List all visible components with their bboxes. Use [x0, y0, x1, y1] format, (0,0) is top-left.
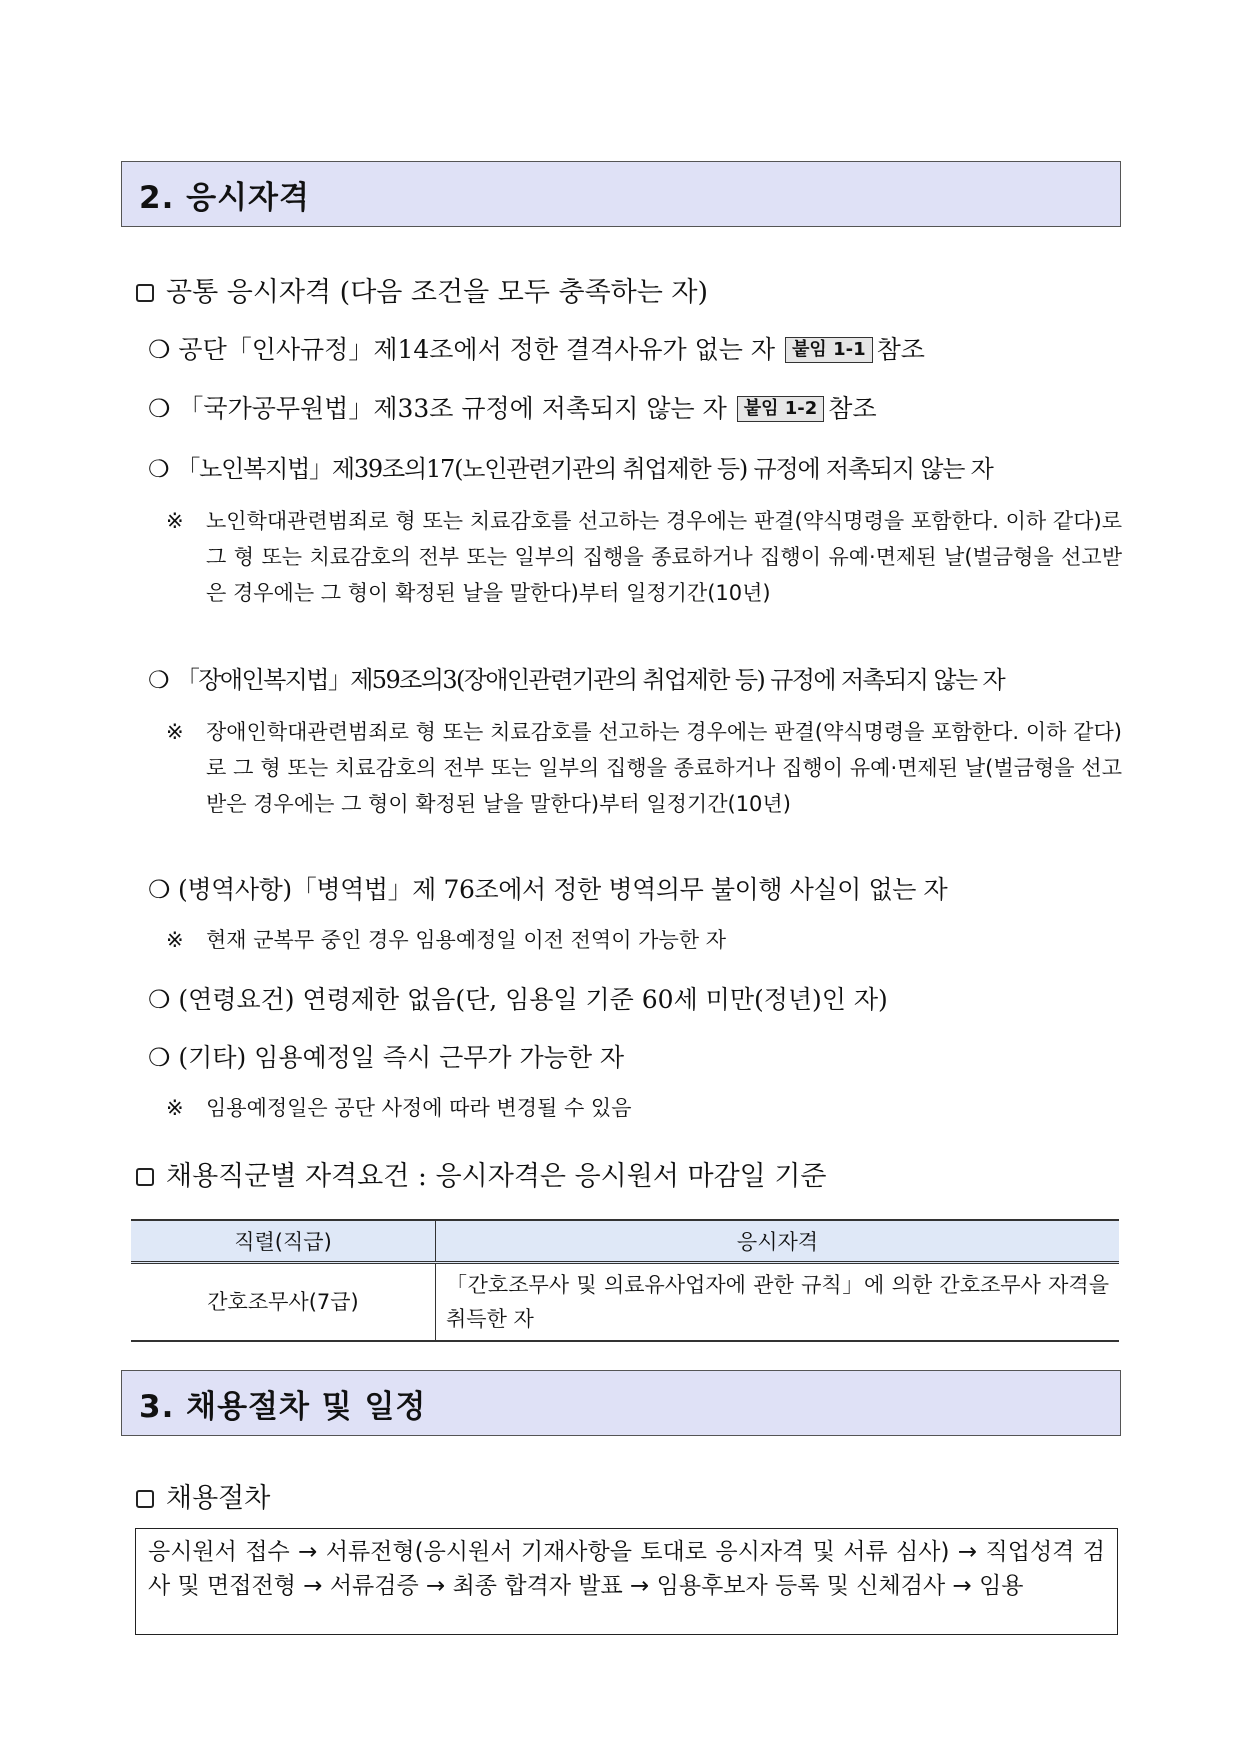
column-header-qualification: 응시자격 [436, 1220, 1120, 1263]
qualification-item: ❍ 「노인복지법」제39조의17(노인관련기관의 취업제한 등) 규정에 저촉되지 않는 자 [148, 455, 993, 483]
position-qualifications-heading: 채용직군별 자격요건 : 응시자격은 응시원서 마감일 기준 [136, 1154, 826, 1193]
qualification-item: ❍ 「국가공무원법」제33조 규정에 저촉되지 않는 자 붙임 1-2 참조 [148, 394, 877, 423]
qualification-item: ❍ 「장애인복지법」제59조의3(장애인관련기관의 취업제한 등) 규정에 저촉되지 않는 자 [148, 666, 1005, 694]
qualification-item: ❍ 공단「인사규정」제14조에서 정한 결격사유가 없는 자 붙임 1-1 참조 [148, 335, 925, 364]
procedure-heading: 채용절차 [136, 1476, 270, 1515]
column-header-position: 직렬(직급) [131, 1220, 436, 1263]
procedure-box: 응시원서 접수 → 서류전형(응시원서 기재사항을 토대로 응시자격 및 서류 심사) → 직업성격 검사 및 면접전형 → 서류검증 → 최종 합격자 발표 → 임용후보자 등록 및 신체검사 → 임용 [135, 1528, 1118, 1635]
note: ※ 임용예정일은 공단 사정에 따라 변경될 수 있음 [166, 1090, 1122, 1126]
attachment-tag: 붙임 1-2 [737, 396, 825, 422]
qualification-item: ❍ (병역사항)「병역법」제 76조에서 정한 병역의무 불이행 사실이 없는 자 [148, 875, 948, 904]
circle-bullet-icon: ❍ [148, 455, 169, 483]
qualifications-table [131, 1219, 1119, 1342]
note-mark: ※ [166, 509, 184, 533]
note-mark: ※ [166, 1096, 184, 1120]
circle-bullet-icon: ❍ [148, 1043, 171, 1072]
section-2-header [121, 161, 1121, 227]
circle-bullet-icon: ❍ [148, 666, 168, 694]
common-qualifications-heading: 공통 응시자격 (다음 조건을 모두 충족하는 자) [136, 270, 708, 309]
qualification-item: ❍ (기타) 임용예정일 즉시 근무가 가능한 자 [148, 1043, 625, 1072]
qualification-cell: 「간호조무사 및 의료유사업자에 관한 규칙」에 의한 간호조무사 자격을 취득한 자 [436, 1263, 1120, 1342]
section-2-title: 2. 응시자격 [139, 179, 310, 216]
note-mark: ※ [166, 720, 184, 744]
qualification-item: ❍ (연령요건) 연령제한 없음(단, 임용일 기준 60세 미만(정년)인 자) [148, 985, 888, 1014]
note-mark: ※ [166, 928, 184, 952]
note: ※ 장애인학대관련범죄로 형 또는 치료감호를 선고하는 경우에는 판결(약식명령을 포함한다. 이하 같다)로 그 형 또는 치료감호의 전부 또는 일부의 집행을 종료하거나 집행이 유예·면제된 날(벌금형을 선고받은 경우에는 그 형이 확정된 날을 말한다)부터 일정기간(10년) [166, 714, 1122, 822]
checkbox-bullet-icon [136, 1168, 154, 1186]
section-3-header [121, 1370, 1121, 1436]
circle-bullet-icon: ❍ [148, 875, 171, 904]
circle-bullet-icon: ❍ [148, 394, 171, 423]
note: ※ 현재 군복무 중인 경우 임용예정일 이전 전역이 가능한 자 [166, 922, 1122, 958]
attachment-tag: 붙임 1-1 [785, 337, 873, 363]
checkbox-bullet-icon [136, 284, 154, 302]
circle-bullet-icon: ❍ [148, 985, 171, 1014]
circle-bullet-icon: ❍ [148, 335, 171, 364]
table-row [131, 1263, 1119, 1342]
table-header-row [131, 1220, 1119, 1263]
section-3-title: 3. 채용절차 및 일정 [139, 1388, 427, 1425]
note: ※ 노인학대관련범죄로 형 또는 치료감호를 선고하는 경우에는 판결(약식명령을 포함한다. 이하 같다)로 그 형 또는 치료감호의 전부 또는 일부의 집행을 종료하거나 집행이 유예·면제된 날(벌금형을 선고받은 경우에는 그 형이 확정된 날을 말한다)부터 일정기간(10년) [166, 503, 1122, 611]
checkbox-bullet-icon [136, 1490, 154, 1508]
position-cell: 간호조무사(7급) [131, 1263, 436, 1342]
